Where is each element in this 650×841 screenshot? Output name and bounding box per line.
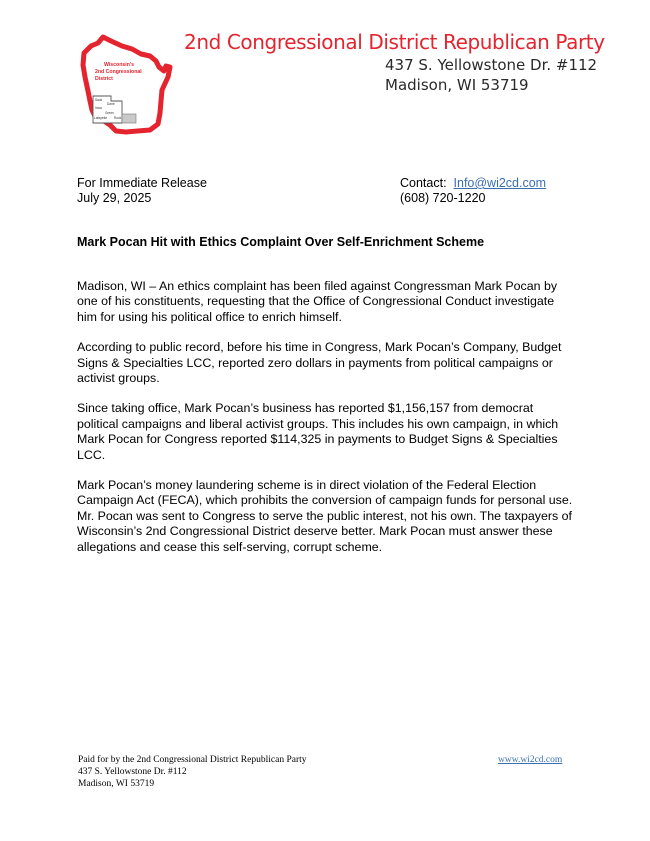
county-label: Lafayette bbox=[94, 116, 108, 120]
footer-address-line2: Madison, WI 53719 bbox=[78, 779, 155, 789]
county-label: Iowa bbox=[95, 106, 102, 110]
letterhead-address-line2: Madison, WI 53719 bbox=[385, 76, 529, 94]
contact-label: Contact: bbox=[400, 176, 447, 190]
headline: Mark Pocan Hit with Ethics Complaint Over Self-Enrichment Scheme bbox=[77, 235, 485, 249]
contact-line bbox=[400, 176, 546, 191]
org-name: 2nd Congressional District Republican Party bbox=[184, 30, 605, 54]
release-date: July 29, 2025 bbox=[77, 191, 152, 205]
contact-email-link[interactable]: Info@wi2cd.com bbox=[453, 176, 547, 190]
wisconsin-map-logo bbox=[78, 33, 174, 135]
body-paragraph: Since taking office, Mark Pocan’s business has reported $1,156,157 from democrat political campaigns and liberal activist groups. This includes his own campaign, in which Mark Pocan for Congress reported $114,325 in payments to Budget Signs & Specialties LCC. bbox=[77, 401, 559, 462]
county-label: Dane bbox=[107, 102, 115, 106]
county-label: Green bbox=[105, 111, 114, 115]
body-paragraph: According to public record, before his time in Congress, Mark Pocan’s Company, Budget Signs & Specialties LCC, reported zero dollars in payments from political campaigns or activist groups. bbox=[77, 340, 562, 386]
body-paragraph: Mark Pocan’s money laundering scheme is in direct violation of the Federal Election Campaign Act (FECA), which prohibits the conversion of campaign funds for personal use. Mr. Pocan was sent to Congress to serve the public interest, not his own. The taxpayers of Wisconsin’s 2nd Congressional District deserve better. Mark Pocan must answer these allegations and cease this self-serving, corrupt scheme. bbox=[77, 478, 573, 554]
press-release-body bbox=[77, 279, 577, 570]
footer-address-line1: 437 S. Yellowstone Dr. #112 bbox=[78, 767, 187, 777]
logo-line3: District bbox=[95, 76, 113, 82]
county-label: Sauk bbox=[95, 98, 103, 102]
footer-paid-for: Paid for by the 2nd Congressional District Republican Party bbox=[78, 755, 307, 765]
footer-disclaimer bbox=[78, 754, 307, 790]
letterhead-address-line1: 437 S. Yellowstone Dr. #112 bbox=[385, 56, 598, 74]
logo-line2: 2nd Congressional bbox=[95, 69, 142, 75]
contact-info bbox=[400, 176, 546, 206]
county-label: Rock bbox=[114, 116, 122, 120]
logo-line1: Wisconsin's bbox=[104, 62, 135, 68]
county-shade bbox=[122, 114, 136, 123]
release-label: For Immediate Release bbox=[77, 176, 207, 190]
contact-phone: (608) 720-1220 bbox=[400, 191, 486, 205]
release-info bbox=[77, 176, 207, 206]
footer-website-link[interactable]: www.wi2cd.com bbox=[498, 755, 563, 765]
body-paragraph: Madison, WI – An ethics complaint has been filed against Congressman Mark Pocan by one of his constituents, requesting that the Office of Congressional Conduct investigate him for using his political office to enrich himself. bbox=[77, 279, 558, 324]
